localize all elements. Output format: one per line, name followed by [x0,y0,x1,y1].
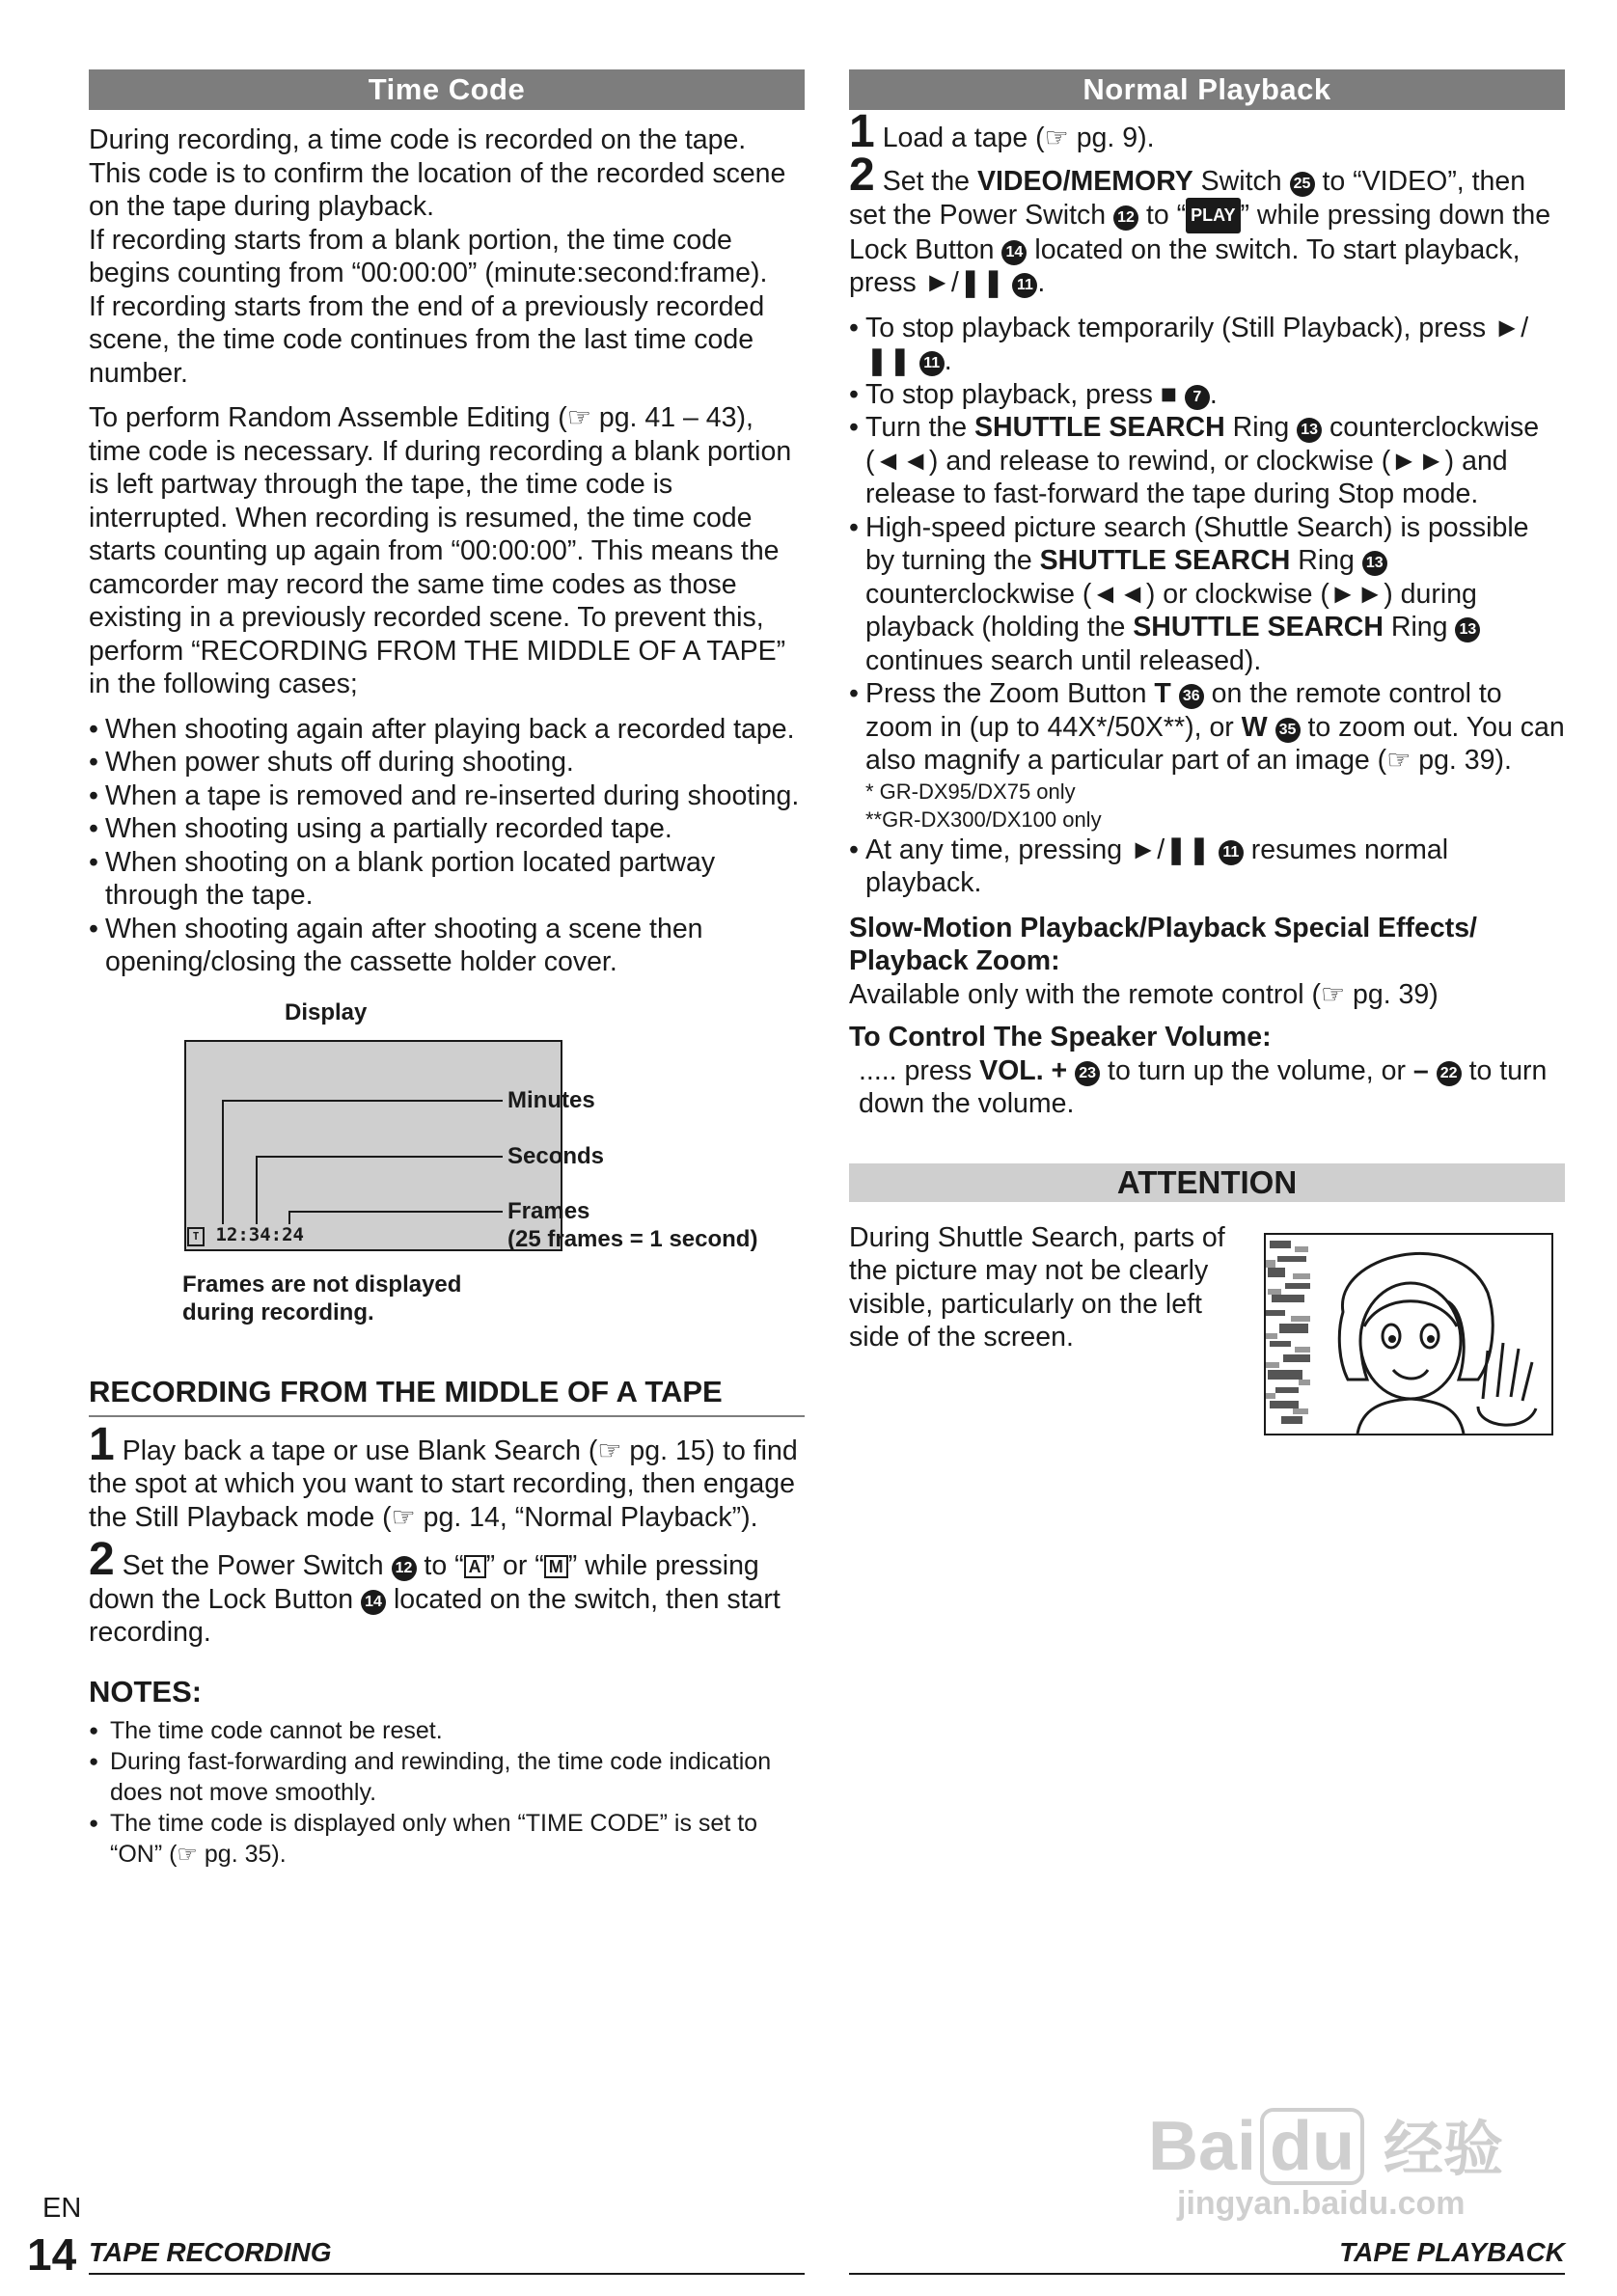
footer-rule-left [89,2273,805,2275]
page-number: 14 [27,2229,77,2280]
slow-motion-heading: Slow-Motion Playback/Playback Special Effects/ Playback Zoom: [849,912,1477,976]
language-code: EN [42,2193,82,2224]
list-item: • To stop playback temporarily (Still Playback), press ►/❚❚ 11 . [849,312,1565,378]
display-screen [184,1040,562,1251]
left-column [89,69,805,1871]
display-diagram [89,998,805,1346]
list-item: • At any time, pressing ►/❚❚ 11 resumes normal playback. [849,834,1565,900]
list-item: • When shooting again after shooting a scene then opening/closing the cassette holder cover. [89,913,805,979]
attention-text: During Shuttle Search, parts of the picture may not be clearly visible, particularly on the left side of the screen. [849,1221,1225,1353]
time-code-readout: T 12:34:24 [187,1224,304,1246]
right-column [849,69,1565,1443]
label-frames: Frames [507,1197,590,1224]
circled-number: 35 [1275,718,1301,743]
playback-bullets-2 [849,834,1565,900]
list-item: ● The time code is displayed only when “TIME CODE” is set to “ON” (☞ pg. 35). [89,1808,805,1871]
time-code-para-3: If recording starts from the end of a previously recorded scene, the time code continues from the last time code number. [89,290,765,389]
woman-illustration-icon [1266,1235,1551,1434]
circled-number: 11 [1012,273,1037,298]
list-item: • To stop playback, press ■ 7 . [849,378,1565,412]
circled-number: 22 [1437,1061,1462,1086]
page-ref-hand-icon: ☞ [1320,978,1346,1009]
time-code-cases-list [89,713,805,979]
diagram-title: Display [285,998,368,1025]
time-code-para-2: If recording starts from a blank portion, the time code begins counting from “00:00:00” (minute:second:frame). [89,224,768,288]
list-item: • When power shuts off during shooting. [89,746,805,779]
circled-number: 23 [1075,1061,1100,1086]
footnote-2: **GR-DX300/DX100 only [865,806,1102,832]
playback-bullets [849,312,1565,778]
middle-step-1: 1 Play back a tape or use Blank Search (☞ pg. 15) to find the spot at which you want to start recording, then engage the Still Playback mode (☞ pg. 14, “Normal Playback”). [89,1418,798,1533]
circled-number: 36 [1179,684,1204,709]
list-item: • Turn the SHUTTLE SEARCH Ring 13 counterclockwise (◄◄) and release to rewind, or clockwise (►►) and release to fast-forward the tape during Stop mode. [849,411,1565,511]
time-code-para-4: To perform Random Assemble Editing (☞ pg. 41 – 43), time code is necessary. If during recording a blank portion is left partway through the tape, the time code is interrupted. When recording is resumed, the time code starts counting up again from “00:00:00”. This means the camcorder may record the same time codes as those existing in a previously recorded scene. To prevent this, perform “RECORDING FROM THE MIDDLE OF A TAPE” in the following cases; [89,402,792,699]
label-minutes: Minutes [507,1086,595,1113]
playback-step-2: 2 Set the VIDEO/MEMORY Switch 25 to “VIDEO”, then set the Power Switch 12 to “ PLAY ” while pressing down the Lock Button 14 located on the switch. To start playback, press ►/❚❚ 11 . [849,149,1551,298]
notes-list [89,1715,805,1871]
notes-heading: NOTES: [89,1674,203,1708]
attention-header: ATTENTION [849,1163,1565,1202]
list-item: • When shooting on a blank portion located partway through the tape. [89,846,805,913]
footnote-1: * GR-DX95/DX75 only [865,779,1076,804]
list-item: • When shooting using a partially recorded tape. [89,812,805,846]
auto-mode-icon: A [464,1555,486,1578]
time-code-para-1: During recording, a time code is recorded on the tape. This code is to confirm the location of the recorded scene on the tape during playback. [89,124,786,222]
circled-number: 25 [1290,172,1315,197]
shuttle-search-illustration [1264,1233,1553,1435]
circled-number: 11 [1219,840,1244,865]
play-mode-icon: PLAY [1186,198,1240,233]
playback-step-1: 1 Load a tape (☞ pg. 9). [849,106,1155,157]
baidu-watermark: Bai du 经验 jingyan.baidu.com [1148,2108,1504,2222]
attention-block [849,1221,1565,1443]
circled-number: 14 [1001,240,1027,265]
page-ref-hand-icon: ☞ [391,1501,416,1532]
speaker-volume-heading: To Control The Speaker Volume: [849,1022,1272,1052]
list-item: • Press the Zoom Button T 36 on the remote control to zoom in (up to 44X*/50X**), or W 35 to zoom out. You can also magnify a particular part of an image (☞ pg. 39). [849,677,1565,778]
circled-number: 13 [1455,617,1480,642]
section-header-recording-middle: RECORDING FROM THE MIDDLE OF A TAPE [89,1375,805,1417]
circled-number: 13 [1297,418,1322,443]
footer-left-title: TAPE RECORDING [89,2237,332,2267]
list-item: • When shooting again after playing back a recorded tape. [89,713,805,747]
page-ref-hand-icon: ☞ [177,1841,198,1868]
page-ref-hand-icon: ☞ [566,402,591,432]
leader-line-minutes-h [222,1100,503,1102]
section-header-normal-playback: Normal Playback [849,69,1565,110]
label-seconds: Seconds [507,1142,605,1169]
list-item: • High-speed picture search (Shuttle Search) is possible by turning the SHUTTLE SEARCH Ring 13 counterclockwise (◄◄) or clockwise (►►) during playback (holding the SHUTTLE SEARCH Ring 13 continues search until released). [849,511,1565,678]
list-item: ● The time code cannot be reset. [89,1715,805,1746]
slow-motion-text: Available only with the remote control (☞ pg. 39) [849,978,1439,1010]
leader-line-frames-h [288,1211,503,1213]
circled-number: 12 [1113,205,1138,231]
page-ref-hand-icon: ☞ [1386,745,1411,775]
manual-mode-icon: M [544,1555,568,1578]
circled-number: 13 [1362,551,1387,576]
circled-number: 12 [392,1556,417,1581]
list-item: ● During fast-forwarding and rewinding, the time code indication does not move smoothly. [89,1746,805,1808]
tape-icon: T [187,1227,205,1246]
leader-line-seconds-h [256,1156,503,1158]
footer-rule-right [849,2273,1565,2275]
leader-line-minutes-v [222,1100,224,1237]
page-ref-hand-icon: ☞ [1044,123,1069,152]
list-item: • When a tape is removed and re-inserted during shooting. [89,779,805,813]
diagram-caption: Frames are not displayed during recording. [182,1271,462,1326]
page-ref-hand-icon: ☞ [597,1435,622,1465]
circled-number: 11 [919,351,945,376]
label-frames-note: (25 frames = 1 second) [507,1225,758,1252]
circled-number: 14 [361,1590,386,1615]
footer-right-title: TAPE PLAYBACK [1339,2237,1565,2267]
section-header-time-code: Time Code [89,69,805,110]
speaker-volume-text: ..... press VOL. + 23 to turn up the volume, or – 22 to turn down the volume. [859,1054,1548,1119]
circled-number: 7 [1185,385,1210,410]
middle-step-2: 2 Set the Power Switch 12 to “ A ” or “ M ” while pressing down the Lock Button 14 located on the switch, then start recording. [89,1534,781,1648]
